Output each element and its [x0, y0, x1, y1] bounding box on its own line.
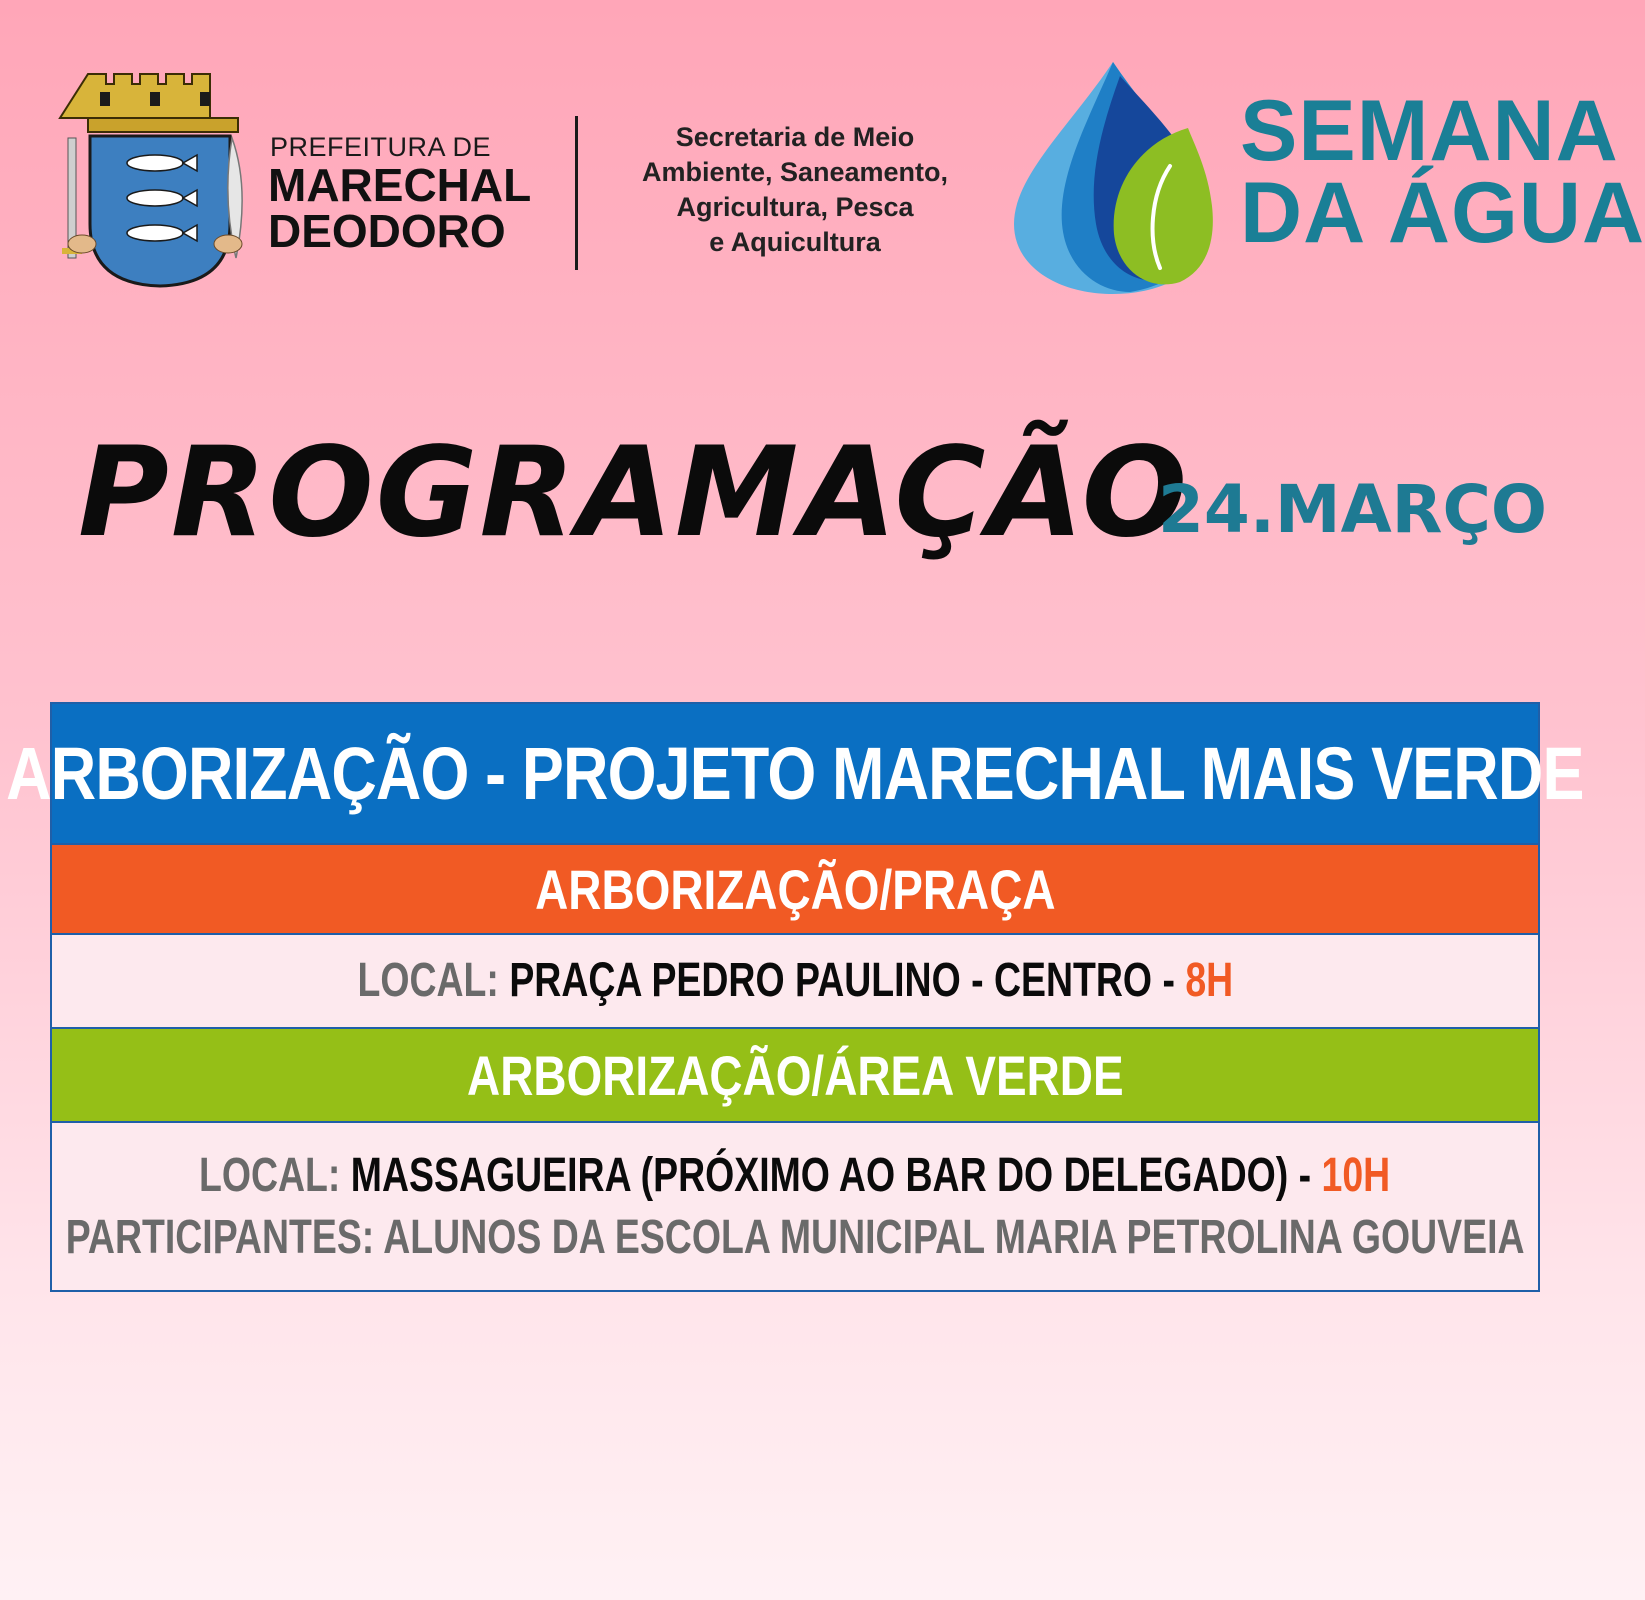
- campaign-title: [1240, 83, 1645, 261]
- event2-time: 10H: [1321, 1148, 1391, 1202]
- event2-local-label: LOCAL:: [199, 1148, 341, 1202]
- secretaria-line: e Aquicultura: [709, 227, 881, 257]
- secretaria-name: [610, 120, 980, 260]
- campaign-title-line1: SEMANA: [1240, 83, 1619, 179]
- event1-name: ARBORIZAÇÃO/PRAÇA: [534, 857, 1056, 921]
- event2-separator: -: [1288, 1148, 1322, 1202]
- event1-separator: -: [1151, 954, 1185, 1007]
- schedule-heading-row: [6, 704, 1584, 843]
- campaign-title-line2: DA ÁGUA: [1240, 165, 1645, 261]
- event1-header-row: [52, 843, 1538, 935]
- event1-info-row: [52, 935, 1538, 1029]
- event2-participants: PARTICIPANTES: ALUNOS DA ESCOLA MUNICIPAL MARIA PETROLINA GOUVEIA: [65, 1210, 1525, 1264]
- event-date: 24.MARÇO: [1158, 471, 1548, 548]
- prefeitura-city-line2: DEODORO: [268, 205, 506, 257]
- prefeitura-city-line1: MARECHAL: [268, 159, 532, 211]
- header-divider: [575, 116, 578, 270]
- water-drop-leaf-icon: [1010, 56, 1216, 298]
- event1-time: 8H: [1184, 954, 1233, 1007]
- secretaria-line: Agricultura, Pesca: [676, 192, 914, 222]
- event2-location-line: [199, 1145, 1390, 1207]
- event2-header-row: [52, 1029, 1538, 1123]
- secretaria-line: Secretaria de Meio: [675, 122, 915, 152]
- page-title: PROGRAMAÇÃO: [78, 421, 1190, 565]
- schedule-table: [6, 702, 1584, 1292]
- event1-local-label: LOCAL:: [357, 954, 499, 1007]
- schedule-heading: ARBORIZAÇÃO - PROJETO MARECHAL MAIS VERDE: [6, 732, 1584, 815]
- event1-location-line: [357, 950, 1233, 1012]
- secretaria-line: Ambiente, Saneamento,: [641, 157, 949, 187]
- event2-local-value: MASSAGUEIRA (PRÓXIMO AO BAR DO DELEGADO): [351, 1148, 1289, 1202]
- prefeitura-label: PREFEITURA DE: [270, 132, 492, 162]
- event2-info-row: [52, 1123, 1538, 1290]
- event2-name: ARBORIZAÇÃO/ÁREA VERDE: [466, 1043, 1124, 1107]
- coat-of-arms-logo: [60, 68, 250, 290]
- event1-local-value: PRAÇA PEDRO PAULINO - CENTRO: [508, 954, 1152, 1007]
